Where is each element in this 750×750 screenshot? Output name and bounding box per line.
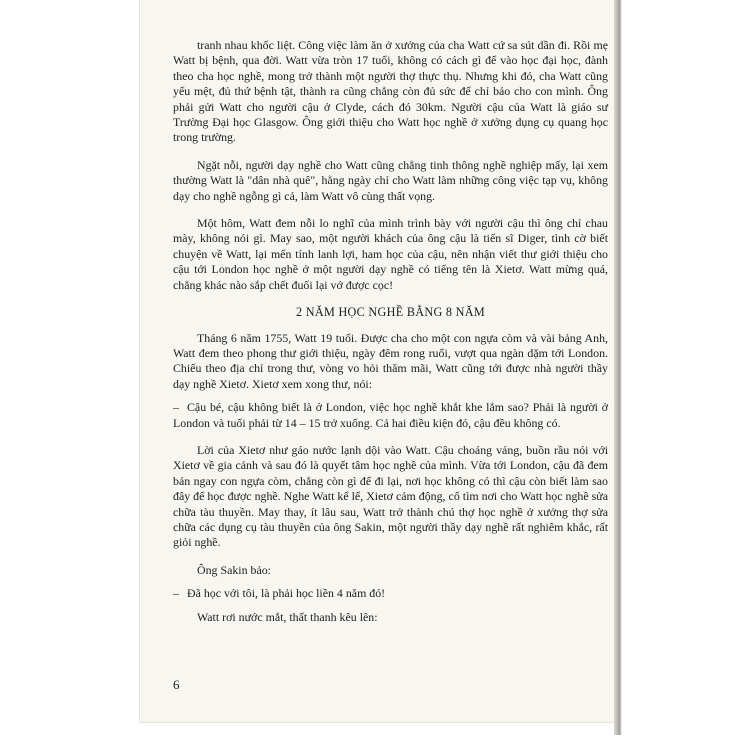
body-text	[173, 38, 608, 637]
paragraph-3: Một hôm, Watt đem nỗi lo nghĩ của mình trình bày với người cậu thì ông chỉ chau mày, không nói gì. May sao, một người khách của ông cậu là tiến sĩ Diger, tình cờ biết chuyện về Watt, lại mến tính lanh lợi, ham học của cậu, nên nhận viết thư giới thiệu cho cậu tới London học nghề ở một người dạy nghề có tiếng tên là Xietơ. Watt mừng quá, chẳng khác nào sắp chết đuối lại vớ được cọc!	[173, 216, 608, 292]
paragraph-1: tranh nhau khốc liệt. Công việc làm ăn ở xưởng của cha Watt cứ sa sút dần đi. Rồi mẹ Watt bị bệnh, qua đời. Watt vừa tròn 17 tuổi, không có cách gì để vào học đại học, đành theo cha học nghề, mong trở thành một người thợ thực thụ. Nhưng khi đó, cha Watt cũng yếu mệt, đủ thứ bệnh tật, thành ra cũng chẳng còn đủ sức để chỉ bảo cho con mình. Ông phải gửi Watt cho người cậu ở Clyde, cách đó 30km. Người cậu của Watt là giáo sư Trường Đại học Glasgow. Ông giới thiệu cho Watt học nghề ở xưởng dụng cụ quang học trong trường.	[173, 38, 608, 145]
dialogue-xieto	[173, 400, 608, 431]
dialogue-sakin-text: Đã học với tôi, là phải học liền 4 năm đó!	[187, 586, 386, 601]
section-heading: 2 NĂM HỌC NGHỀ BẰNG 8 NĂM	[296, 305, 485, 320]
dialogue-dash: –	[173, 586, 179, 601]
dialogue-dash: –	[173, 400, 179, 415]
paragraph-2: Ngặt nỗi, người dạy nghề cho Watt cũng chẳng tinh thông nghề nghiệp mấy, lại xem thường Watt là "dân nhà quê", hằng ngày chỉ cho Watt làm những công việc tạp vụ, không dạy cho nghề ngỗng gì cả, làm Watt vô cùng thất vọng.	[173, 157, 608, 203]
dialogue-xieto-text: Cậu bé, cậu không biết là ở London, việc học nghề khắt khe lắm sao? Phải là người ở London và tuổi phải từ 14 – 15 trở xuống. Cả hai điều kiện đó, cậu đều không có.	[173, 400, 608, 430]
page-number: 6	[173, 677, 180, 692]
paragraph-sakin-says: Ông Sakin bảo:	[197, 562, 271, 577]
paragraph-4: Tháng 6 năm 1755, Watt 19 tuổi. Được cha cho một con ngựa còm và vài bảng Anh, Watt đem theo phong thư giới thiệu, ngày đêm rong ruổi, vượt qua ngàn dặm tới London. Chiếu theo địa chỉ trong thư, vòng vo hỏi thăm mãi, Watt cũng tới được nhà người thầy dạy nghề Xietơ. Xietơ xem xong thư, nói:	[173, 330, 608, 391]
page-edge-shadow	[614, 0, 622, 735]
dialogue-sakin	[173, 586, 608, 601]
paragraph-5: Lời của Xietơ như gáo nước lạnh dội vào Watt. Cậu choáng váng, buồn rầu nói với Xietơ về gia cảnh và sau đó là quyết tâm học nghề của mình. Vừa tới London, cậu đã đem bán ngay con ngựa còm, chẳng còn gì để đi lại, nơi học không có thì cậu còn biết làm sao đây để học được nghề. Nghe Watt kể lể, Xietơ cảm động, cố tìm nơi cho Watt học nghề sửa chữa tàu thuyền. May thay, ít lâu sau, Watt trở thành chú thợ học nghề ở xưởng thợ sửa chữa các dụng cụ tàu thuyền của ông Sakin, một người thầy dạy nghề rất nghiêm khắc, rất giỏi nghề.	[173, 442, 608, 550]
paragraph-last: Watt rơi nước mắt, thất thanh kêu lên:	[197, 609, 378, 624]
